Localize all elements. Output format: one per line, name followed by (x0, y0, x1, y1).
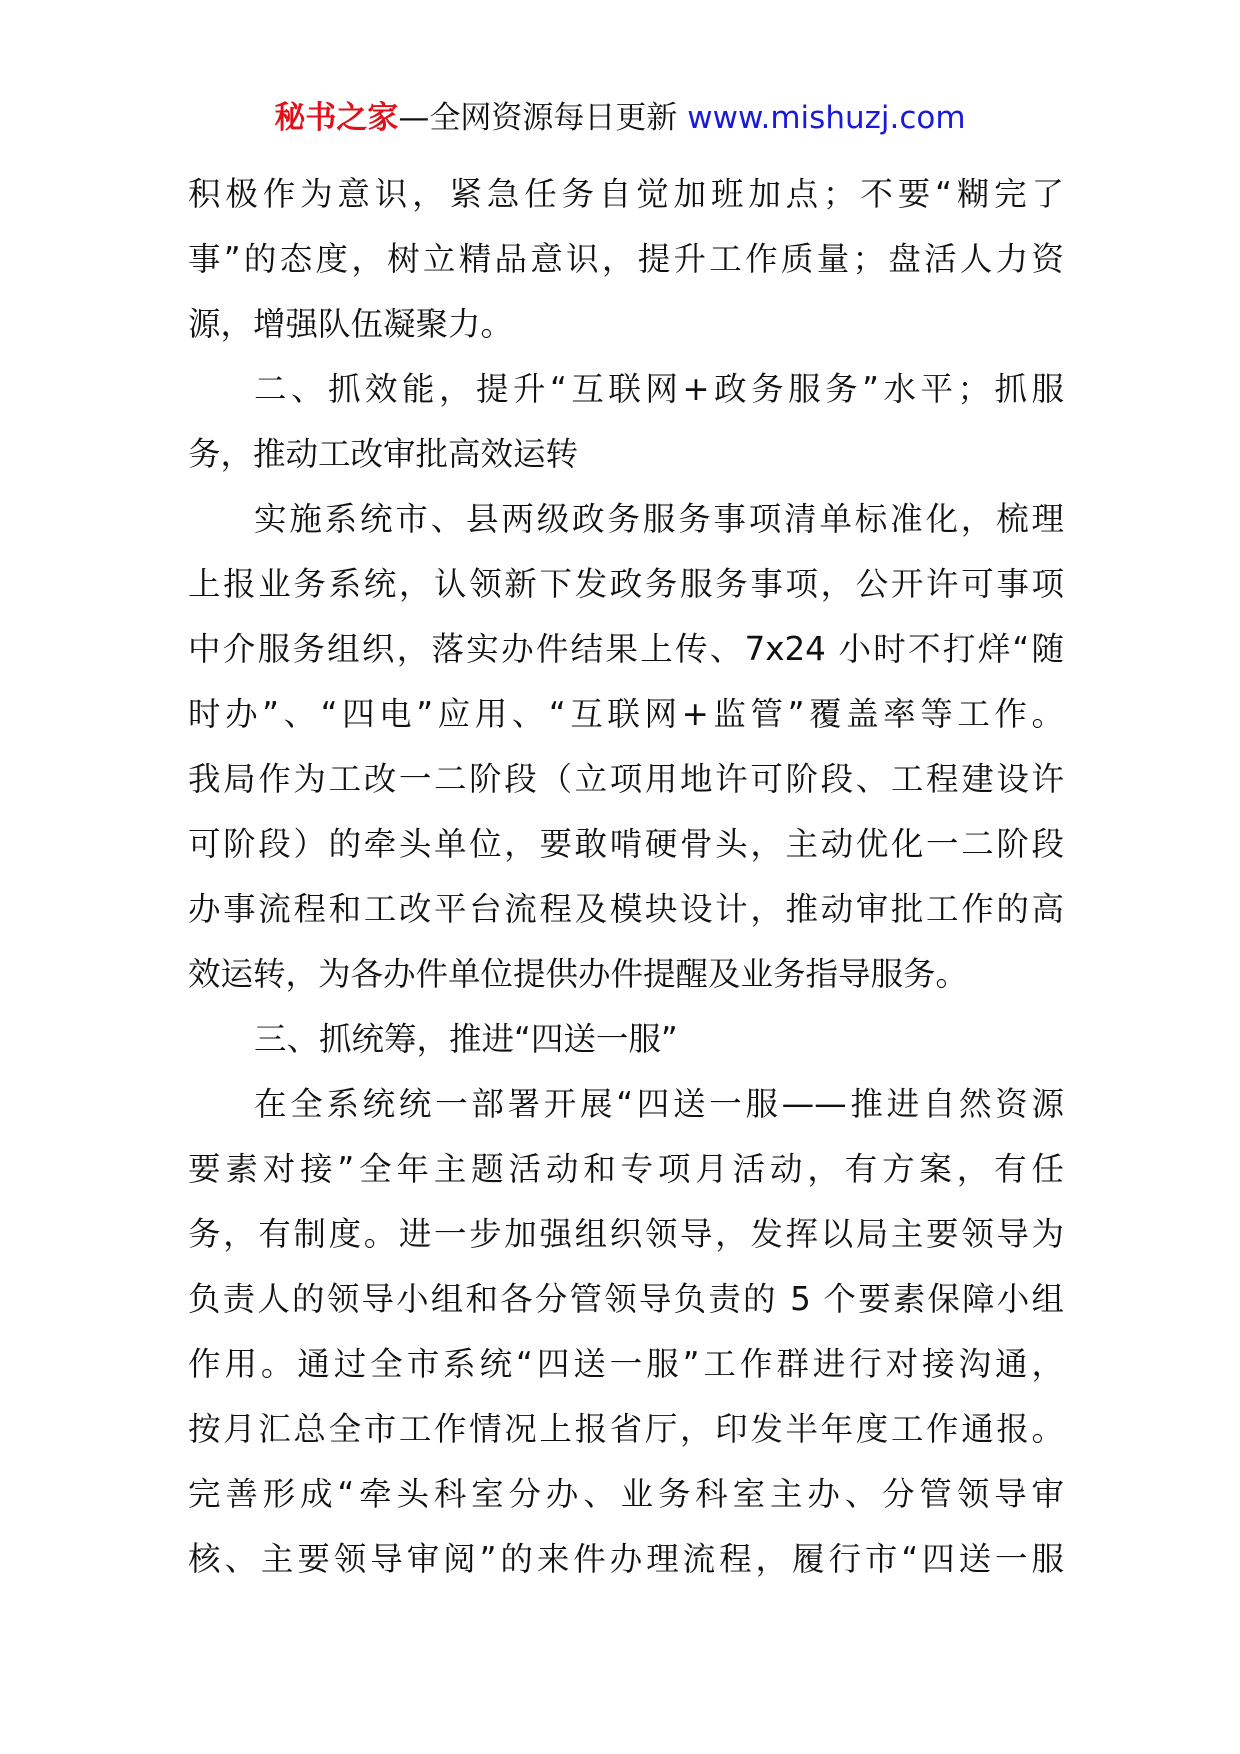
section-heading: 三、抓统筹，推进“四送一服” (254, 1020, 678, 1058)
text-line: 要素对接”全年主题活动和专项月活动，有方案，有任 (188, 1150, 1064, 1188)
text-line: 效运转，为各办件单位提供办件提醒及业务指导服务。 (188, 955, 969, 993)
text-line: 在全系统统一部署开展“四送一服——推进自然资源 (254, 1085, 1064, 1123)
text-line: 务，有制度。进一步加强组织领导，发挥以局主要领导为 (188, 1215, 1064, 1253)
text-line: 上报业务系统，认领新下发政务服务事项，公开许可事项 (188, 565, 1064, 603)
text-line: 时办”、“四电”应用、“互联网+监管”覆盖率等工作。 (188, 695, 1064, 733)
text-line: 我局作为工改一二阶段（立项用地许可阶段、工程建设许 (188, 760, 1064, 798)
section-heading: 二、抓效能，提升“互联网+政务服务”水平；抓服 (254, 370, 1064, 408)
page-header (0, 96, 1240, 140)
text-line: 可阶段）的牵头单位，要敢啃硬骨头，主动优化一二阶段 (188, 825, 1064, 863)
text-line: 中介服务组织，落实办件结果上传、7x24 小时不打烊“随 (188, 630, 1064, 668)
text-line: 实施系统市、县两级政务服务事项清单标准化，梳理 (254, 500, 1064, 538)
text-line: 事”的态度，树立精品意识，提升工作质量；盘活人力资 (188, 240, 1064, 278)
text-line: 按月汇总全市工作情况上报省厅，印发半年度工作通报。 (188, 1410, 1064, 1448)
text-line: 负责人的领导小组和各分管领导负责的 5 个要素保障小组 (188, 1280, 1064, 1318)
site-url[interactable]: www.mishuzj.com (687, 100, 966, 136)
header-slogan: —全网资源每日更新 (398, 100, 688, 136)
text-line: 作用。通过全市系统“四送一服”工作群进行对接沟通， (188, 1345, 1064, 1383)
section-heading: 务，推动工改审批高效运转 (188, 435, 579, 473)
document-body (188, 162, 1064, 1592)
text-line: 源，增强队伍凝聚力。 (188, 305, 514, 343)
text-line: 核、主要领导审阅”的来件办理流程，履行市“四送一服 (188, 1540, 1064, 1578)
text-line: 完善形成“牵头科室分办、业务科室主办、分管领导审 (188, 1475, 1064, 1513)
brand-name: 秘书之家 (274, 100, 399, 136)
text-line: 办事流程和工改平台流程及模块设计，推动审批工作的高 (188, 890, 1064, 928)
text-line: 积极作为意识，紧急任务自觉加班加点；不要“糊完了 (188, 175, 1064, 213)
